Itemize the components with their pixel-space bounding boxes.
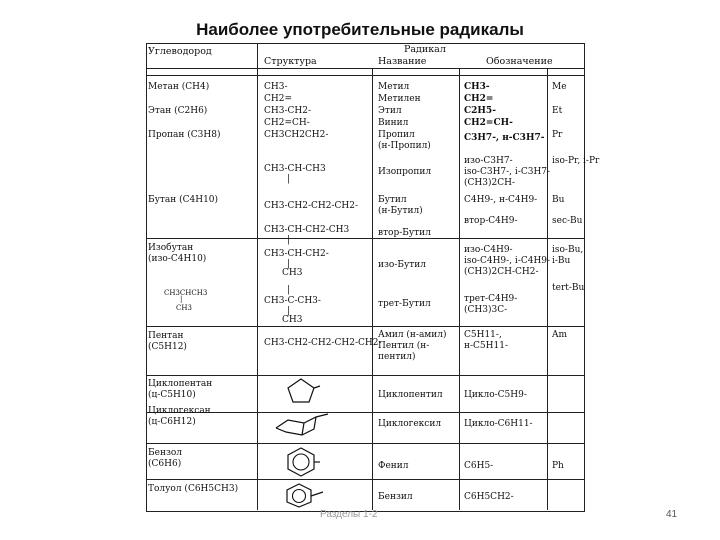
structure-isobutyl: CH3-CH-CH2- <box>264 249 329 259</box>
formula-tert-butyl-condensed: (CH3)3C- <box>464 305 508 315</box>
structure-methyl: CH3- <box>264 82 288 92</box>
page-number: 41 <box>666 509 678 520</box>
formula-butyl: C4H9-, н-C4H9- <box>464 195 538 205</box>
abbr-tert-butyl: tert-Bu <box>552 283 585 293</box>
structure-butyl: CH3-CH2-CH2-CH2- <box>264 201 359 211</box>
formula-vinyl: CH2=CH- <box>464 118 513 128</box>
structure-amyl: CH3-CH2-CH2-CH2-CH2- <box>264 338 382 348</box>
abbr-propyl: Pr <box>552 130 563 140</box>
name-vinyl: Винил <box>378 118 409 128</box>
abbr-sec-butyl: sec-Bu <box>552 216 583 226</box>
radicals-table <box>146 43 585 512</box>
formula-isopropyl-condensed: (CH3)2CH- <box>464 178 515 188</box>
hydrocarbon-cyclopentane-formula: (ц-C5H10) <box>148 390 196 400</box>
name-isopropyl: Изопропил <box>378 167 432 177</box>
isobutane-skeletal-main: CH3CHCH3 <box>164 289 208 297</box>
header-divider <box>146 75 584 76</box>
structure-branch: | <box>287 306 291 316</box>
name-ethyl: Этил <box>378 106 402 116</box>
column-divider <box>257 43 258 510</box>
cyclopentyl-ring-icon <box>281 376 321 406</box>
header-name: Название <box>378 56 427 67</box>
name-cyclopentyl: Циклопентил <box>378 390 443 400</box>
header-structure: Структура <box>264 56 317 67</box>
abbr-isopropyl: iso-Pr, i-Pr <box>552 156 600 166</box>
isobutane-skeletal-branch: CH3 <box>176 304 192 312</box>
hydrocarbon-isobutane: Изобутан <box>148 243 194 253</box>
formula-isobutyl: изо-C4H9- <box>464 245 513 255</box>
hydrocarbon-benzene-formula: (C6H6) <box>148 459 182 469</box>
formula-n-amyl: н-C5H11- <box>464 341 508 351</box>
row-divider <box>146 443 584 444</box>
name-isobutyl: изо-Бутил <box>378 260 426 270</box>
formula-amyl: C5H11-, <box>464 330 502 340</box>
row-divider <box>146 375 584 376</box>
abbr-butyl: Bu <box>552 195 565 205</box>
formula-isopropyl-alt: iso-C3H7-, i-C3H7- <box>464 167 551 177</box>
phenyl-ring-icon <box>281 446 321 478</box>
name-sec-butyl: втор-Бутил <box>378 228 431 238</box>
abbr-isobutyl-alt: i-Bu <box>552 256 571 266</box>
abbr-isobutyl: iso-Bu, <box>552 245 584 255</box>
formula-cyclohexyl: Цикло-C6H11- <box>464 419 533 429</box>
formula-isobutyl-condensed: (CH3)2CH-CH2- <box>464 267 539 277</box>
name-propyl: Пропил <box>378 130 415 140</box>
structure-isopropyl: CH3-CH-CH3 <box>264 164 326 174</box>
hydrocarbon-pentane: Пентан <box>148 331 184 341</box>
name-butyl: Бутил <box>378 195 407 205</box>
name-benzyl: Бензил <box>378 492 413 502</box>
structure-vinyl: CH2=CH- <box>264 118 310 128</box>
name-pentyl-cont: пентил) <box>378 352 416 362</box>
footer-section: Разделы 1-2 <box>320 509 378 520</box>
name-tert-butyl: трет-Бутил <box>378 299 431 309</box>
benzyl-ring-icon <box>281 482 325 508</box>
cyclohexyl-ring-icon <box>272 410 330 440</box>
hydrocarbon-cyclohexane: Циклогексан <box>148 406 211 416</box>
structure-tert-butyl-branch: CH3 <box>282 315 303 325</box>
name-n-butyl: (н-Бутил) <box>378 206 423 216</box>
name-n-propyl: (н-Пропил) <box>378 141 431 151</box>
name-amyl: Амил (н-амил) <box>378 330 447 340</box>
formula-sec-butyl: втор-C4H9- <box>464 216 518 226</box>
abbr-ethyl: Et <box>552 106 563 116</box>
formula-methyl: CH3- <box>464 82 490 92</box>
structure-ethyl: CH3-CH2- <box>264 106 312 116</box>
hydrocarbon-cyclohexane-formula: (ц-C6H12) <box>148 417 196 427</box>
abbr-phenyl: Ph <box>552 461 564 471</box>
structure-sec-butyl: CH3-CH-CH2-CH3 <box>264 225 350 235</box>
formula-phenyl: C6H5- <box>464 461 494 471</box>
name-cyclohexyl: Циклогексил <box>378 419 442 429</box>
row-divider <box>146 479 584 480</box>
name-methylene: Метилен <box>378 94 421 104</box>
formula-propyl: C3H7-, н-C3H7- <box>464 133 545 143</box>
structure-branch: | <box>287 285 291 295</box>
abbr-methyl: Me <box>552 82 567 92</box>
formula-methylene: CH2= <box>464 94 494 104</box>
hydrocarbon-ethane: Этан (C2H6) <box>148 106 208 116</box>
hydrocarbon-benzene: Бензол <box>148 448 182 458</box>
header-notation: Обозначение <box>486 56 553 67</box>
formula-isobutyl-alt: iso-C4H9-, i-C4H9- <box>464 256 551 266</box>
structure-branch: | <box>287 235 291 245</box>
name-phenyl: Фенил <box>378 461 409 471</box>
row-divider <box>146 326 584 327</box>
row-divider <box>146 238 584 239</box>
row-divider <box>146 412 584 413</box>
hydrocarbon-cyclopentane: Циклопентан <box>148 379 213 389</box>
hydrocarbon-isobutane-formula: (изо-C4H10) <box>148 254 207 264</box>
formula-benzyl: C6H5CH2- <box>464 492 514 502</box>
hydrocarbon-toluene: Толуол (C6H5CH3) <box>148 484 239 494</box>
page-title: Наиболее употребительные радикалы <box>196 20 524 39</box>
formula-tert-butyl: трет-C4H9- <box>464 294 518 304</box>
hydrocarbon-pentane-formula: (C5H12) <box>148 342 187 352</box>
structure-tert-butyl: CH3-C-CH3- <box>264 296 321 306</box>
name-methyl: Метил <box>378 82 410 92</box>
structure-branch: | <box>287 259 291 269</box>
isobutane-skeletal-bond: | <box>180 295 183 303</box>
hydrocarbon-methane: Метан (CH4) <box>148 82 210 92</box>
structure-propyl: CH3CH2CH2- <box>264 130 329 140</box>
header-divider <box>146 68 584 69</box>
structure-isobutyl-branch: CH3 <box>282 268 303 278</box>
formula-ethyl: C2H5- <box>464 106 496 116</box>
hydrocarbon-propane: Пропан (C3H8) <box>148 130 221 140</box>
header-hydrocarbon: Углеводород <box>148 46 212 57</box>
formula-cyclopentyl: Цикло-C5H9- <box>464 390 527 400</box>
structure-methylene: CH2= <box>264 94 293 104</box>
formula-isopropyl: изо-C3H7- <box>464 156 513 166</box>
name-pentyl: Пентил (н- <box>378 341 430 351</box>
structure-branch: | <box>287 174 291 184</box>
hydrocarbon-butane: Бутан (C4H10) <box>148 195 219 205</box>
header-radical: Радикал <box>404 44 446 55</box>
abbr-amyl: Am <box>552 330 568 340</box>
